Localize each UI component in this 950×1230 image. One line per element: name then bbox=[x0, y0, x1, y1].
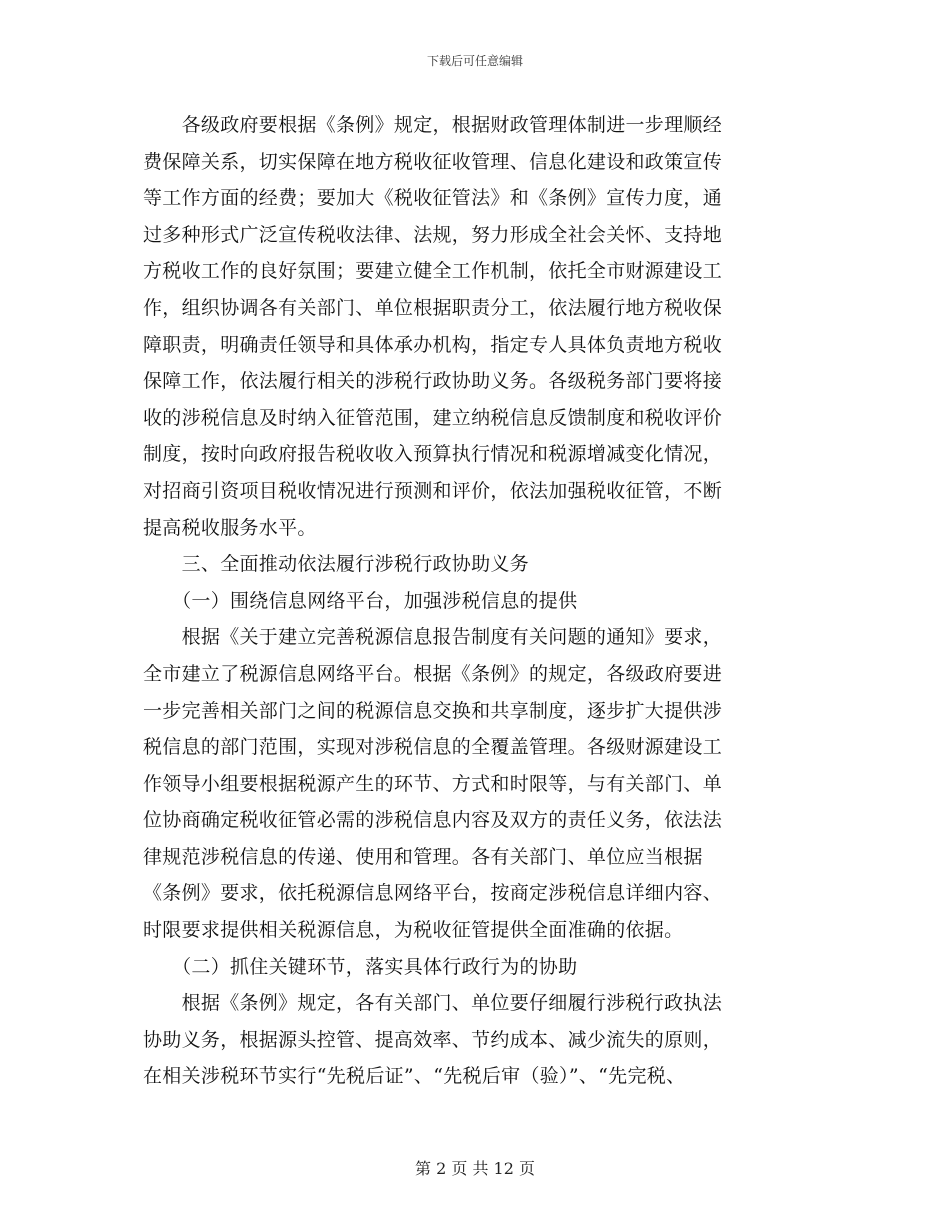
text-line: 保障工作，依法履行相关的涉税行政协助义务。各级税务部门要将接 bbox=[143, 370, 723, 393]
text-line: 提高税收服务水平。 bbox=[143, 516, 317, 539]
subsection-heading: （一）围绕信息网络平台，加强涉税信息的提供 bbox=[143, 589, 578, 612]
section-heading: 三、全面推动依法履行涉税行政协助义务 bbox=[143, 553, 530, 576]
text-line: 根据《关于建立完善税源信息报告制度有关问题的通知》要求， bbox=[143, 626, 723, 649]
subsection-heading: （二）抓住关键环节，落实具体行政行为的协助 bbox=[143, 955, 578, 978]
page-header: 下载后可任意编辑 bbox=[426, 54, 523, 68]
text-line: 作，组织协调各有关部门、单位根据职责分工，依法履行地方税收保 bbox=[143, 296, 723, 319]
page-footer: 第 2 页 共 12 页 bbox=[415, 1159, 535, 1178]
text-line: 一步完善相关部门之间的税源信息交换和共享制度，逐步扩大提供涉 bbox=[143, 699, 723, 722]
text-line: 位协商确定税收征管必需的涉税信息内容及双方的责任义务，依法法 bbox=[143, 809, 723, 832]
text-line: 时限要求提供相关税源信息，为税收征管提供全面准确的依据。 bbox=[143, 919, 684, 942]
text-line: 障职责，明确责任领导和具体承办机构，指定专人具体负责地方税收 bbox=[143, 333, 723, 356]
text-line: 协助义务，根据源头控管、提高效率、节约成本、减少流失的原则， bbox=[143, 1028, 723, 1051]
text-line: 税信息的部门范围，实现对涉税信息的全覆盖管理。各级财源建设工 bbox=[143, 736, 723, 759]
text-line: 在相关涉税环节实行“先税后证”、“先税后审（验）”、“先完税、 bbox=[143, 1065, 686, 1088]
text-line: 作领导小组要根据税源产生的环节、方式和时限等，与有关部门、单 bbox=[143, 772, 723, 795]
text-line: 等工作方面的经费；要加大《税收征管法》和《条例》宣传力度，通 bbox=[143, 187, 723, 210]
text-line: 律规范涉税信息的传递、使用和管理。各有关部门、单位应当根据 bbox=[143, 845, 703, 868]
text-line: 《条例》要求，依托税源信息网络平台，按商定涉税信息详细内容、 bbox=[143, 882, 723, 905]
text-line: 过多种形式广泛宣传税收法律、法规，努力形成全社会关怀、支持地 bbox=[143, 223, 723, 246]
text-line: 各级政府要根据《条例》规定，根据财政管理体制进一步理顺经 bbox=[143, 114, 723, 136]
text-line: 根据《条例》规定，各有关部门、单位要仔细履行涉税行政执法 bbox=[143, 992, 723, 1015]
text-line: 全市建立了税源信息网络平台。根据《条例》的规定，各级政府要进 bbox=[143, 662, 723, 685]
text-line: 方税收工作的良好氛围；要建立健全工作机制，依托全市财源建设工 bbox=[143, 260, 723, 283]
text-line: 对招商引资项目税收情况进行预测和评价，依法加强税收征管，不断 bbox=[143, 479, 723, 502]
text-line: 制度，按时向政府报告税收收入预算执行情况和税源增减变化情况， bbox=[143, 443, 723, 466]
document-body bbox=[143, 107, 808, 1095]
text-line: 费保障关系，切实保障在地方税收征收管理、信息化建设和政策宣传 bbox=[143, 150, 723, 173]
text-line: 收的涉税信息及时纳入征管范围，建立纳税信息反馈制度和税收评价 bbox=[143, 406, 723, 429]
